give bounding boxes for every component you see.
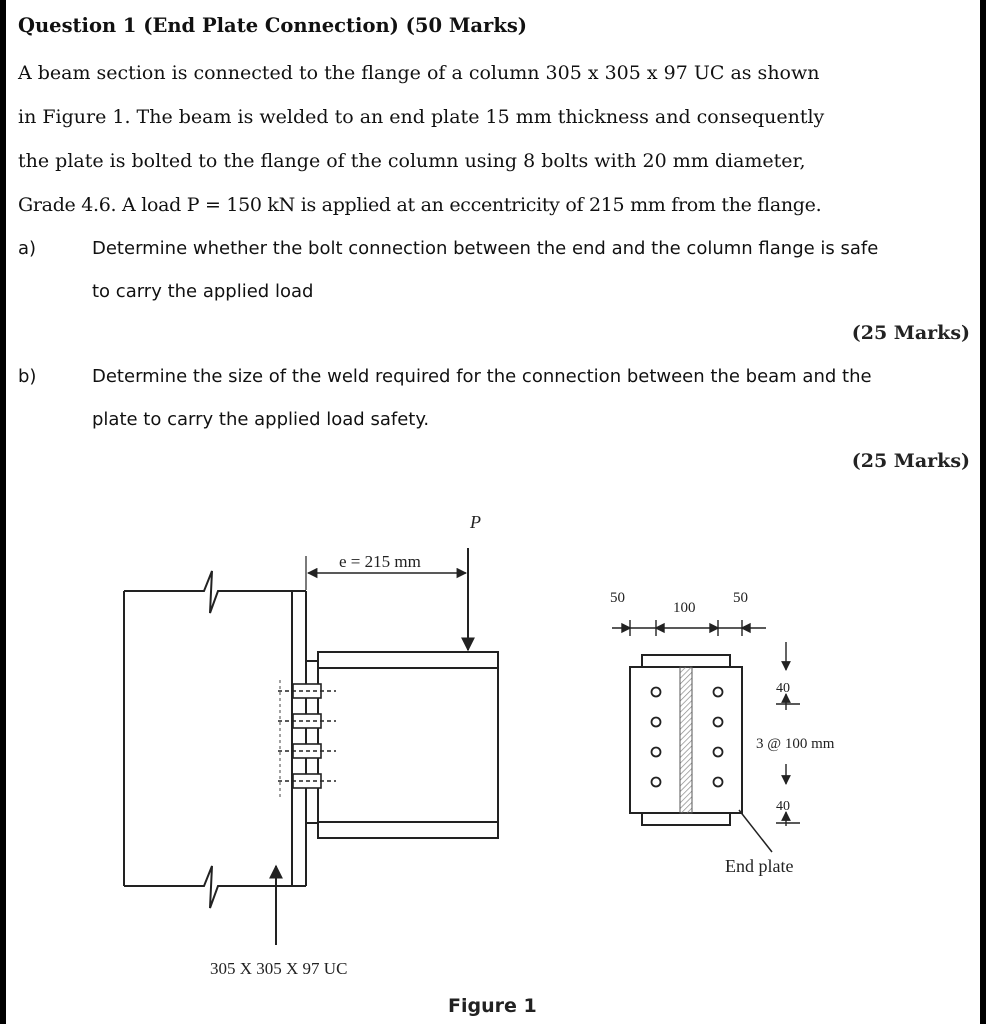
column-label: 305 X 305 X 97 UC [210, 959, 348, 978]
question-title: Question 1 (End Plate Connection) (50 Marks) [18, 14, 528, 37]
part-a-line-2: to carry the applied load [92, 281, 314, 302]
bolt-hole [714, 748, 723, 757]
paragraph-line-3: the plate is bolted to the flange of the column using 8 bolts with 20 mm diameter, [18, 150, 806, 172]
top-dimensions [612, 620, 766, 636]
end-plate-label: End plate [725, 856, 794, 876]
paragraph-line-4: Grade 4.6. A load P = 150 kN is applied at an eccentricity of 215 mm from the flange. [18, 194, 822, 216]
bolt-hole [714, 778, 723, 787]
dim-right-bottom: 40 [776, 799, 790, 814]
end-plate-leader [739, 810, 772, 852]
paragraph-line-1: A beam section is connected to the flange of a column 305 x 305 x 97 UC as shown [18, 62, 820, 84]
figure-1 [6, 0, 980, 1024]
part-b-line-2: plate to carry the applied load safety. [92, 409, 430, 430]
dim-top-mid: 100 [673, 600, 696, 616]
part-a-marks: (25 Marks) [851, 322, 970, 344]
part-b-label: b) [18, 366, 37, 387]
bolt-hole [652, 718, 661, 727]
bolt-hole [652, 778, 661, 787]
dim-top-right: 50 [733, 590, 748, 606]
paragraph-line-2: in Figure 1. The beam is welded to an end plate 15 mm thickness and consequently [18, 106, 825, 128]
load-label: P [470, 512, 481, 532]
bolt-row-3 [278, 744, 336, 758]
dim-right-mid: 3 @ 100 mm [756, 736, 835, 752]
figure-caption: Figure 1 [448, 995, 537, 1017]
bolt-hole [652, 748, 661, 757]
bolt-row-1 [278, 684, 336, 698]
part-b-line-1: Determine the size of the weld required for the connection between the beam and the [92, 366, 872, 387]
end-plate-front [630, 655, 742, 825]
dim-top-left: 50 [610, 590, 625, 606]
bolt-hole [714, 718, 723, 727]
document-page [6, 0, 980, 1024]
bolt-hole [652, 688, 661, 697]
column-section [124, 571, 306, 908]
dim-right-top: 40 [776, 681, 790, 696]
bolt-hole [714, 688, 723, 697]
eccentricity-label: e = 215 mm [339, 552, 421, 571]
part-b-marks: (25 Marks) [851, 450, 970, 472]
part-a-line-1: Determine whether the bolt connection between the end and the column flange is safe [92, 238, 879, 259]
bolt-row-4 [278, 774, 336, 788]
bolt-row-2 [278, 714, 336, 728]
beam-section [318, 652, 498, 838]
part-a-label: a) [18, 238, 37, 259]
